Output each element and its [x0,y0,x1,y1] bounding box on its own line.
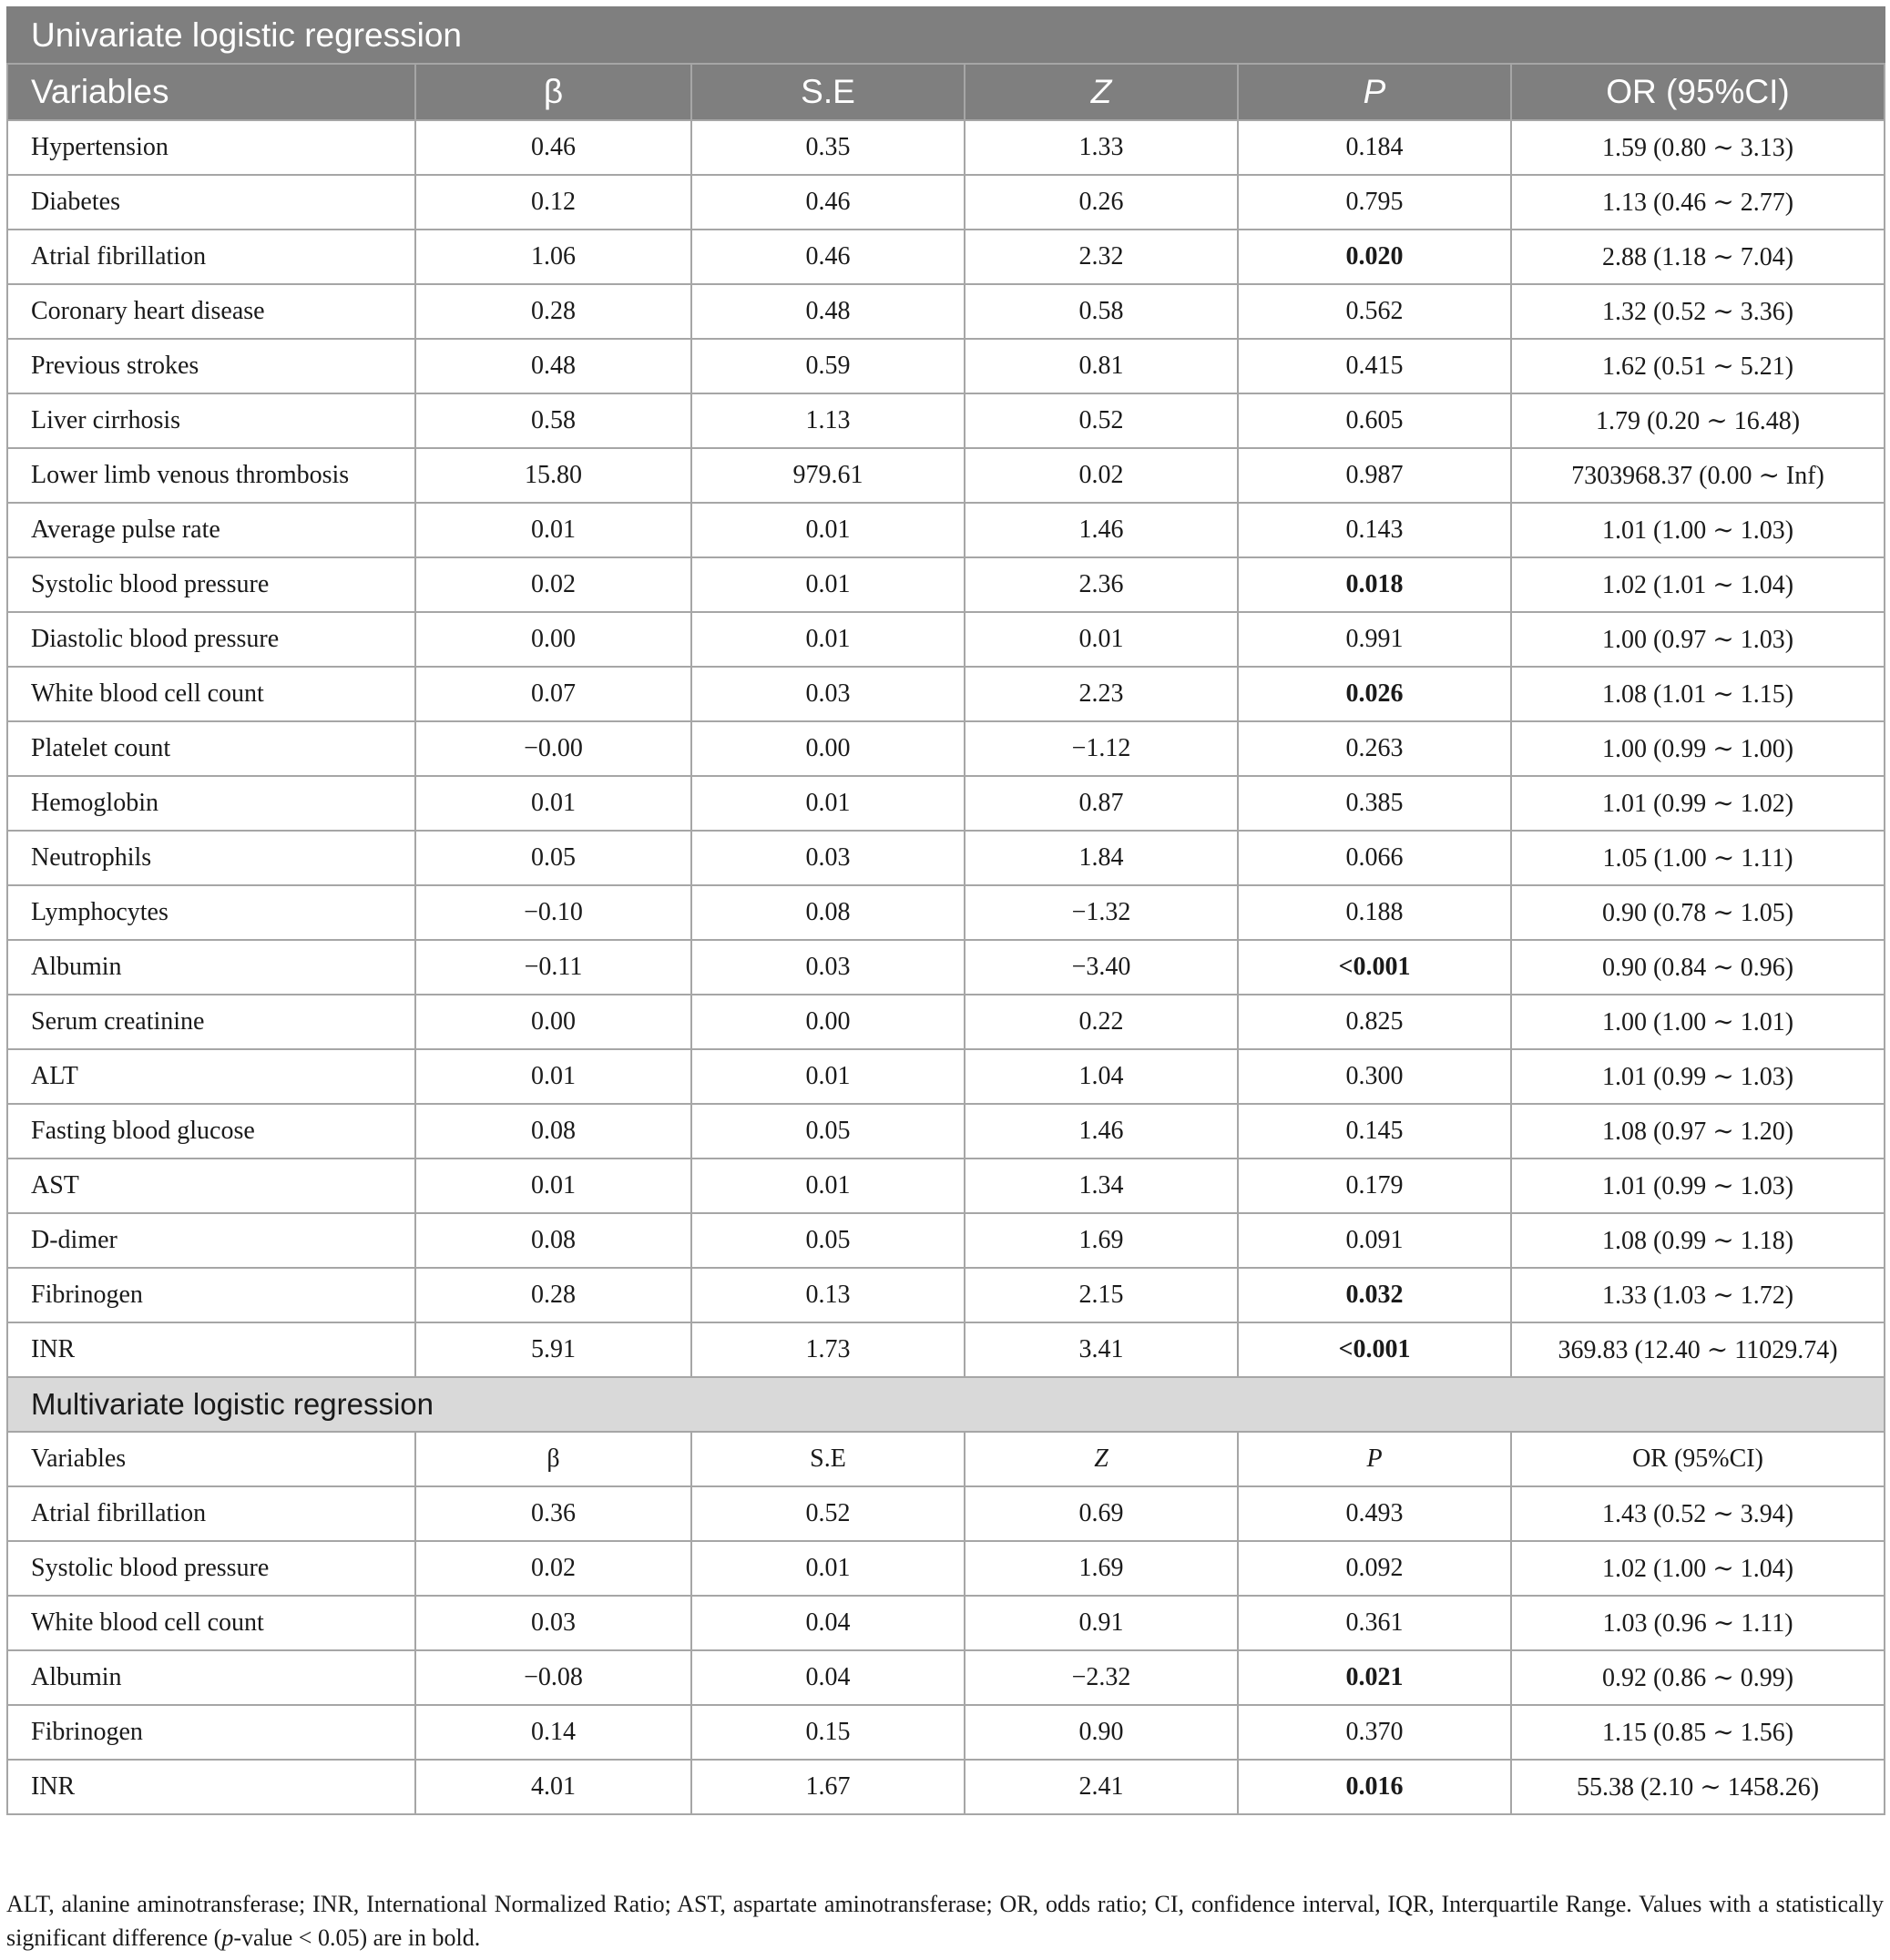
table-row [7,120,1885,175]
or-ci-cell: 369.83 (12.40 ∼ 11029.74) [1511,1322,1885,1377]
beta-cell: 0.02 [415,1541,691,1596]
se-cell: 1.67 [691,1760,965,1814]
table-row [7,1213,1885,1268]
beta-cell: 5.91 [415,1322,691,1377]
table-row [7,1760,1885,1814]
p-value-cell: 0.032 [1238,1268,1511,1322]
table-row [7,1541,1885,1596]
table-row [7,721,1885,776]
beta-cell: 0.48 [415,339,691,393]
variable-cell: Platelet count [7,721,415,776]
or-ci-cell: 0.90 (0.84 ∼ 0.96) [1511,940,1885,995]
header-se: S.E [691,1432,965,1486]
variable-cell: Lower limb venous thrombosis [7,448,415,503]
se-cell: 0.15 [691,1705,965,1760]
beta-cell: −0.08 [415,1650,691,1705]
p-value-cell: 0.179 [1238,1159,1511,1213]
table-row [7,284,1885,339]
se-cell: 0.46 [691,175,965,230]
p-value-cell: 0.263 [1238,721,1511,776]
or-ci-cell: 1.32 (0.52 ∼ 3.36) [1511,284,1885,339]
variable-cell: Previous strokes [7,339,415,393]
table-footnote [6,1887,1884,1955]
beta-cell: 0.14 [415,1705,691,1760]
table-row [7,1486,1885,1541]
table-row [7,448,1885,503]
header-se: S.E [691,64,965,120]
se-cell: 0.01 [691,503,965,557]
header-variables: Variables [7,64,415,120]
or-ci-cell: 1.79 (0.20 ∼ 16.48) [1511,393,1885,448]
table-row [7,667,1885,721]
univariate-header-row [7,64,1885,120]
se-cell: 0.04 [691,1650,965,1705]
regression-table-container [6,6,1884,1815]
p-value-cell: 0.991 [1238,612,1511,667]
p-value-cell: 0.370 [1238,1705,1511,1760]
se-cell: 0.48 [691,284,965,339]
variable-cell: Atrial fibrillation [7,230,415,284]
se-cell: 0.52 [691,1486,965,1541]
beta-cell: 4.01 [415,1760,691,1814]
variable-cell: Fasting blood glucose [7,1104,415,1159]
regression-table-body [7,7,1885,1814]
p-value-cell: 0.092 [1238,1541,1511,1596]
header-beta: β [415,1432,691,1486]
p-value-cell: 0.020 [1238,230,1511,284]
se-cell: 0.35 [691,120,965,175]
or-ci-cell: 1.02 (1.01 ∼ 1.04) [1511,557,1885,612]
header-beta: β [415,64,691,120]
z-cell: 1.84 [965,831,1238,885]
z-cell: 0.81 [965,339,1238,393]
p-value-cell: 0.300 [1238,1049,1511,1104]
footnote-p-italic: p [221,1924,234,1951]
or-ci-cell: 1.01 (1.00 ∼ 1.03) [1511,503,1885,557]
footnote-text-2: -value < 0.05) are in bold. [233,1924,481,1951]
p-value-cell: 0.026 [1238,667,1511,721]
variable-cell: Hemoglobin [7,776,415,831]
p-value-cell: 0.184 [1238,120,1511,175]
variable-cell: Serum creatinine [7,995,415,1049]
beta-cell: 0.28 [415,1268,691,1322]
beta-cell: 0.58 [415,393,691,448]
univariate-section-title-row [7,7,1885,64]
variable-cell: White blood cell count [7,1596,415,1650]
variable-cell: Systolic blood pressure [7,1541,415,1596]
header-z: Z [965,1432,1238,1486]
table-row [7,1268,1885,1322]
z-cell: 0.52 [965,393,1238,448]
z-cell: −2.32 [965,1650,1238,1705]
p-value-cell: 0.021 [1238,1650,1511,1705]
variable-cell: Fibrinogen [7,1705,415,1760]
beta-cell: 15.80 [415,448,691,503]
beta-cell: 0.02 [415,557,691,612]
variable-cell: Lymphocytes [7,885,415,940]
z-cell: −1.32 [965,885,1238,940]
z-cell: 1.46 [965,503,1238,557]
table-row [7,1650,1885,1705]
z-cell: 1.33 [965,120,1238,175]
beta-cell: 0.01 [415,1049,691,1104]
table-row [7,1104,1885,1159]
variable-cell: Average pulse rate [7,503,415,557]
table-row [7,831,1885,885]
se-cell: 1.73 [691,1322,965,1377]
se-cell: 0.08 [691,885,965,940]
or-ci-cell: 1.05 (1.00 ∼ 1.11) [1511,831,1885,885]
p-value-cell: 0.795 [1238,175,1511,230]
or-ci-cell: 1.01 (0.99 ∼ 1.02) [1511,776,1885,831]
or-ci-cell: 1.01 (0.99 ∼ 1.03) [1511,1159,1885,1213]
header-variables: Variables [7,1432,415,1486]
beta-cell: 0.00 [415,612,691,667]
variable-cell: Coronary heart disease [7,284,415,339]
z-cell: 1.69 [965,1213,1238,1268]
p-value-cell: 0.385 [1238,776,1511,831]
variable-cell: D-dimer [7,1213,415,1268]
regression-table [6,6,1885,1815]
z-cell: 2.41 [965,1760,1238,1814]
se-cell: 0.01 [691,1049,965,1104]
variable-cell: Hypertension [7,120,415,175]
table-row [7,995,1885,1049]
or-ci-cell: 1.03 (0.96 ∼ 1.11) [1511,1596,1885,1650]
p-value-cell: 0.361 [1238,1596,1511,1650]
table-row [7,1049,1885,1104]
z-cell: 0.87 [965,776,1238,831]
se-cell: 0.13 [691,1268,965,1322]
z-cell: 0.02 [965,448,1238,503]
multivariate-section-title-row [7,1377,1885,1432]
beta-cell: 0.01 [415,503,691,557]
or-ci-cell: 1.01 (0.99 ∼ 1.03) [1511,1049,1885,1104]
se-cell: 0.00 [691,995,965,1049]
z-cell: 0.91 [965,1596,1238,1650]
p-value-cell: 0.825 [1238,995,1511,1049]
table-row [7,885,1885,940]
z-cell: 0.26 [965,175,1238,230]
p-value-cell: <0.001 [1238,940,1511,995]
se-cell: 0.00 [691,721,965,776]
or-ci-cell: 1.43 (0.52 ∼ 3.94) [1511,1486,1885,1541]
se-cell: 0.01 [691,557,965,612]
or-ci-cell: 1.08 (1.01 ∼ 1.15) [1511,667,1885,721]
univariate-section-title: Univariate logistic regression [7,7,1885,64]
or-ci-cell: 0.92 (0.86 ∼ 0.99) [1511,1650,1885,1705]
variable-cell: White blood cell count [7,667,415,721]
or-ci-cell: 1.00 (1.00 ∼ 1.01) [1511,995,1885,1049]
or-ci-cell: 0.90 (0.78 ∼ 1.05) [1511,885,1885,940]
or-ci-cell: 1.02 (1.00 ∼ 1.04) [1511,1541,1885,1596]
variable-cell: Diabetes [7,175,415,230]
se-cell: 0.03 [691,831,965,885]
table-row [7,776,1885,831]
p-value-cell: 0.415 [1238,339,1511,393]
or-ci-cell: 1.15 (0.85 ∼ 1.56) [1511,1705,1885,1760]
header-or: OR (95%CI) [1511,64,1885,120]
se-cell: 0.01 [691,1541,965,1596]
footnote-text-1: ALT, alanine aminotransferase; INR, International Normalized Ratio; AST, aspartate aminotransferase; OR, odds ratio; CI, confidence interval, IQR, Interquartile Range. Values with a statistically significant difference ( [6,1891,1884,1951]
beta-cell: −0.10 [415,885,691,940]
p-value-cell: 0.018 [1238,557,1511,612]
beta-cell: 0.28 [415,284,691,339]
p-value-cell: 0.143 [1238,503,1511,557]
variable-cell: Albumin [7,1650,415,1705]
z-cell: −3.40 [965,940,1238,995]
z-cell: 0.69 [965,1486,1238,1541]
p-value-cell: 0.493 [1238,1486,1511,1541]
variable-cell: INR [7,1322,415,1377]
multivariate-section-title: Multivariate logistic regression [7,1377,1885,1432]
beta-cell: 0.08 [415,1104,691,1159]
beta-cell: 0.46 [415,120,691,175]
se-cell: 979.61 [691,448,965,503]
se-cell: 0.05 [691,1104,965,1159]
z-cell: 3.41 [965,1322,1238,1377]
beta-cell: 0.00 [415,995,691,1049]
variable-cell: ALT [7,1049,415,1104]
z-cell: 0.58 [965,284,1238,339]
p-value-cell: 0.987 [1238,448,1511,503]
z-cell: 1.34 [965,1159,1238,1213]
variable-cell: Atrial fibrillation [7,1486,415,1541]
or-ci-cell: 1.13 (0.46 ∼ 2.77) [1511,175,1885,230]
variable-cell: Neutrophils [7,831,415,885]
or-ci-cell: 1.59 (0.80 ∼ 3.13) [1511,120,1885,175]
table-row [7,1596,1885,1650]
beta-cell: 0.12 [415,175,691,230]
beta-cell: 0.01 [415,776,691,831]
header-or: OR (95%CI) [1511,1432,1885,1486]
variable-cell: AST [7,1159,415,1213]
beta-cell: 0.03 [415,1596,691,1650]
variable-cell: Liver cirrhosis [7,393,415,448]
or-ci-cell: 1.00 (0.99 ∼ 1.00) [1511,721,1885,776]
p-value-cell: 0.605 [1238,393,1511,448]
se-cell: 0.59 [691,339,965,393]
z-cell: 2.23 [965,667,1238,721]
beta-cell: 0.01 [415,1159,691,1213]
z-cell: 1.04 [965,1049,1238,1104]
variable-cell: Fibrinogen [7,1268,415,1322]
p-value-cell: 0.091 [1238,1213,1511,1268]
se-cell: 0.46 [691,230,965,284]
variable-cell: Diastolic blood pressure [7,612,415,667]
p-value-cell: 0.562 [1238,284,1511,339]
beta-cell: 0.36 [415,1486,691,1541]
or-ci-cell: 7303968.37 (0.00 ∼ Inf) [1511,448,1885,503]
se-cell: 0.04 [691,1596,965,1650]
se-cell: 0.05 [691,1213,965,1268]
variable-cell: Systolic blood pressure [7,557,415,612]
table-row [7,339,1885,393]
beta-cell: 0.05 [415,831,691,885]
beta-cell: 0.07 [415,667,691,721]
z-cell: 1.46 [965,1104,1238,1159]
z-cell: 0.90 [965,1705,1238,1760]
or-ci-cell: 1.62 (0.51 ∼ 5.21) [1511,339,1885,393]
p-value-cell: 0.188 [1238,885,1511,940]
variable-cell: INR [7,1760,415,1814]
table-row [7,175,1885,230]
p-value-cell: 0.145 [1238,1104,1511,1159]
table-row [7,940,1885,995]
header-p: P [1238,64,1511,120]
z-cell: 0.01 [965,612,1238,667]
table-row [7,1159,1885,1213]
p-value-cell: 0.016 [1238,1760,1511,1814]
or-ci-cell: 1.00 (0.97 ∼ 1.03) [1511,612,1885,667]
table-row [7,557,1885,612]
se-cell: 0.01 [691,612,965,667]
z-cell: 0.22 [965,995,1238,1049]
or-ci-cell: 1.08 (0.99 ∼ 1.18) [1511,1213,1885,1268]
or-ci-cell: 2.88 (1.18 ∼ 7.04) [1511,230,1885,284]
z-cell: 2.15 [965,1268,1238,1322]
se-cell: 0.03 [691,940,965,995]
p-value-cell: <0.001 [1238,1322,1511,1377]
se-cell: 0.03 [691,667,965,721]
se-cell: 0.01 [691,776,965,831]
table-row [7,1322,1885,1377]
p-value-cell: 0.066 [1238,831,1511,885]
table-row [7,393,1885,448]
header-p: P [1238,1432,1511,1486]
or-ci-cell: 1.33 (1.03 ∼ 1.72) [1511,1268,1885,1322]
variable-cell: Albumin [7,940,415,995]
beta-cell: −0.11 [415,940,691,995]
table-row [7,612,1885,667]
se-cell: 0.01 [691,1159,965,1213]
z-cell: 2.36 [965,557,1238,612]
multivariate-header-row [7,1432,1885,1486]
beta-cell: 1.06 [415,230,691,284]
table-row [7,503,1885,557]
header-z: Z [965,64,1238,120]
se-cell: 1.13 [691,393,965,448]
beta-cell: 0.08 [415,1213,691,1268]
or-ci-cell: 55.38 (2.10 ∼ 1458.26) [1511,1760,1885,1814]
z-cell: 1.69 [965,1541,1238,1596]
table-row [7,230,1885,284]
or-ci-cell: 1.08 (0.97 ∼ 1.20) [1511,1104,1885,1159]
z-cell: 2.32 [965,230,1238,284]
table-row [7,1705,1885,1760]
z-cell: −1.12 [965,721,1238,776]
beta-cell: −0.00 [415,721,691,776]
